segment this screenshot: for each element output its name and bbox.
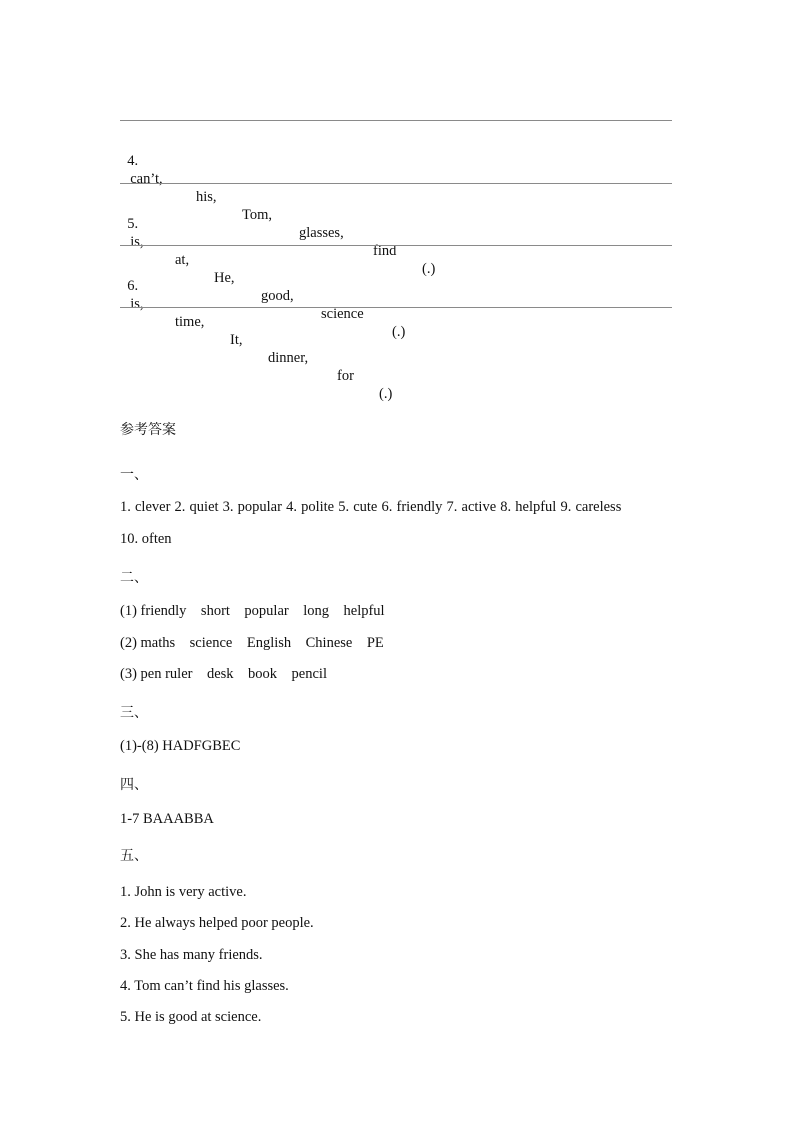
item-number: 6. [127, 278, 139, 294]
word: science [321, 306, 364, 322]
answer-key-title: 参考答案 [120, 422, 176, 438]
answer-line: (1)-(8) HADFGBEC [120, 738, 241, 754]
word: at, [175, 252, 190, 268]
answer-line: 1. clever 2. quiet 3. popular 4. polite 5. cute 6. friendly 7. active 8. helpful 9. careless [120, 499, 622, 515]
answer-line: (2) maths science English Chinese PE [120, 635, 384, 651]
answer-line: 1-7 BAAABBA [120, 811, 214, 827]
answer-line: 4. Tom can’t find his glasses. [120, 978, 289, 994]
word: find [373, 243, 397, 259]
word: is, [130, 234, 144, 250]
word: is, [130, 296, 144, 312]
answer-line: 10. often [120, 531, 172, 547]
word: Tom, [242, 207, 272, 223]
answer-line: 5. He is good at science. [120, 1009, 262, 1025]
answer-line: 3. She has many friends. [120, 947, 263, 963]
answer-line: 2. He always helped poor people. [120, 915, 314, 931]
word: He, [214, 270, 235, 286]
item-number: 4. [127, 153, 139, 169]
word: (.) [392, 324, 406, 340]
answer-rule [120, 120, 672, 121]
section-heading-2: 二、 [120, 570, 148, 586]
word: his, [196, 189, 217, 205]
word: for [337, 368, 354, 384]
answer-rule [120, 245, 672, 246]
word: (.) [422, 261, 436, 277]
section-heading-1: 一、 [120, 467, 148, 483]
word: (.) [379, 386, 393, 402]
word: dinner, [268, 350, 309, 366]
answer-rule [120, 307, 672, 308]
answer-line: (3) pen ruler desk book pencil [120, 666, 327, 682]
word: It, [230, 332, 243, 348]
section-heading-4: 四、 [120, 777, 148, 793]
word: good, [261, 288, 294, 304]
section-heading-5: 五、 [120, 848, 148, 864]
word: glasses, [299, 225, 344, 241]
item-number: 5. [127, 216, 139, 232]
word: can’t, [130, 171, 163, 187]
answer-line: (1) friendly short popular long helpful [120, 603, 385, 619]
section-heading-3: 三、 [120, 705, 148, 721]
answer-rule [120, 183, 672, 184]
answer-line: 1. John is very active. [120, 884, 247, 900]
word: time, [175, 314, 205, 330]
